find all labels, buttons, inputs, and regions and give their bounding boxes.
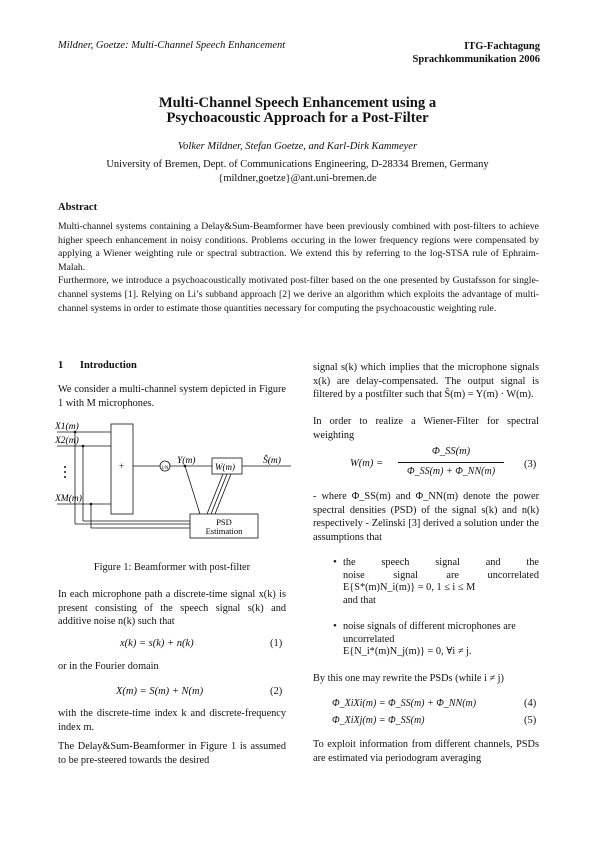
right-col-paragraph-5: To exploit information from different channels, PSDs are estimated via periodogram averaging [313, 739, 539, 764]
fig-label-x2: X2(m) [55, 436, 79, 446]
left-col-paragraph-1: We consider a multi-channel system depicted in Figure 1 with M microphones. [58, 384, 286, 409]
bullet-1-line-1: the speech signal and the [343, 557, 539, 568]
bullet-2 [343, 621, 539, 659]
section-heading [58, 360, 137, 371]
bullet-1 [343, 557, 539, 607]
equation-3-numerator: Φ_SS(m) [431, 446, 471, 457]
right-col-paragraph-3: - where Φ_SS(m) and Φ_NN(m) denote the power spectral densities (PSD) of the signal s(k) and n(k) respectively - Zelinski [3] derived a solution under the assumptions that [313, 491, 539, 543]
equation-3-denominator: Φ_SS(m) + Φ_NN(m) [406, 466, 496, 477]
fig-label-y: Y(m) [177, 456, 196, 466]
equation-1: x(k) = s(k) + n(k) [120, 638, 194, 649]
fig-label-shat: Ŝ(m) [263, 456, 281, 466]
bullet-1-line-4: and that [343, 594, 376, 606]
fig-label-estimation: Estimation [205, 526, 243, 536]
affiliation-line: University of Bremen, Dept. of Communications Engineering, D-28334 Bremen, Germany [106, 159, 489, 170]
abstract-heading: Abstract [58, 202, 98, 213]
left-col-paragraph-4: with the discrete-time index k and discrete-frequency index m. [58, 708, 286, 733]
running-header-left: Mildner, Goetze: Multi-Channel Speech Enhancement [58, 40, 286, 51]
left-col-paragraph-5: The Delay&Sum-Beamformer in Figure 1 is assumed to be pre-steered towards the desired [58, 741, 286, 766]
fig-label-gain: 1/N [161, 466, 169, 471]
fig-label-xm: XM(m) [55, 494, 82, 504]
abstract-body [58, 220, 539, 315]
authors: Volker Mildner, Stefan Goetze, and Karl-Dirk Kammeyer [177, 141, 418, 152]
conference-name: ITG-Fachtagung [464, 41, 540, 52]
title-line-1: Multi-Channel Speech Enhancement using a [158, 95, 437, 111]
bullet-2-line-3: E{N_i*(m)N_j(m)} = 0, ∀i ≠ j. [343, 646, 472, 658]
title-line-2: Psychoacoustic Approach for a Post-Filter [166, 110, 429, 126]
right-col-paragraph-4: By this one may rewrite the PSDs (while i ≠ j) [313, 673, 504, 684]
bullet-1-marker: • [333, 556, 337, 568]
abstract-paragraph-1: Multi-channel systems containing a Delay&Sum-Beamformer have been previously combined with post-filters to achieve higher speech enhancement in noisy conditions. Problems occuring in the lower frequency regions were compensated by applying a Wiener weighting rule or spectral subtraction. We extend this by referring to the log-STSA rule of Ephraim-Malah. [58, 221, 539, 273]
section-number: 1 [58, 360, 64, 371]
figure-1-diagram [55, 418, 295, 548]
figure-caption: Figure 1: Beamformer with post-filter [93, 562, 251, 573]
right-col-paragraph-1: signal s(k) which implies that the microphone signals x(k) are delay-compensated. The output signal is filtered by a postfilter such that Ŝ(m) = Y(m) · W(m). [313, 362, 539, 401]
bullet-2-marker: • [333, 620, 337, 632]
equation-5-number: (5) [524, 715, 537, 726]
equation-2-number: (2) [270, 686, 283, 697]
equation-3-lhs: W(m) = [350, 458, 384, 469]
fig-label-sum: + [119, 461, 125, 471]
affiliation [0, 158, 595, 186]
equation-5: Φ_XiXj(m) = Φ_SS(m) [332, 715, 425, 726]
running-header-right [413, 40, 541, 66]
right-col-paragraph-2: In order to realize a Wiener-Filter for spectral weighting [313, 416, 539, 441]
bullet-2-line-1: noise signals of different microphones are [343, 621, 516, 632]
fig-label-x1: X1(m) [55, 422, 79, 432]
section-title: Introduction [79, 360, 137, 371]
conference-year: Sprachkommunikation 2006 [412, 54, 540, 65]
abstract-paragraph-2: Furthermore, we introduce a psychoacoustically motivated post-filter based on the one presented by Gustafsson for single-channel systems [1]. Relying on Li’s subband approach [2] we derive an algorithm which exploits the advantage of multi-channel systems in order to estimate those quantities necessary for computing the psychoacoustic weighting rule. [58, 275, 539, 314]
fig-label-psd: PSD [216, 517, 232, 527]
equation-2: X(m) = S(m) + N(m) [116, 686, 204, 697]
left-col-paragraph-3: or in the Fourier domain [58, 661, 159, 672]
fig-label-w: W(m) [215, 462, 235, 472]
bullet-2-line-2: uncorrelated [343, 633, 395, 645]
paper-title [0, 96, 595, 126]
equation-1-number: (1) [270, 638, 283, 649]
equation-3-fraction-bar [398, 462, 504, 463]
equation-4-number: (4) [524, 698, 537, 709]
left-col-paragraph-2: In each microphone path a discrete-time signal x(k) is present consisting of the speech signal s(k) and additive noise n(k) such that [58, 589, 286, 628]
equation-3-number: (3) [524, 459, 537, 470]
bullet-1-line-2: noise signal are uncorrelated [343, 569, 539, 581]
equation-4: Φ_XiXi(m) = Φ_SS(m) + Φ_NN(m) [332, 698, 477, 709]
email: {mildner,goetze}@ant.uni-bremen.de [218, 173, 377, 184]
bullet-1-line-3: E{S*(m)N_i(m)} = 0, 1 ≤ i ≤ M [343, 582, 476, 594]
equation-3 [350, 446, 510, 482]
